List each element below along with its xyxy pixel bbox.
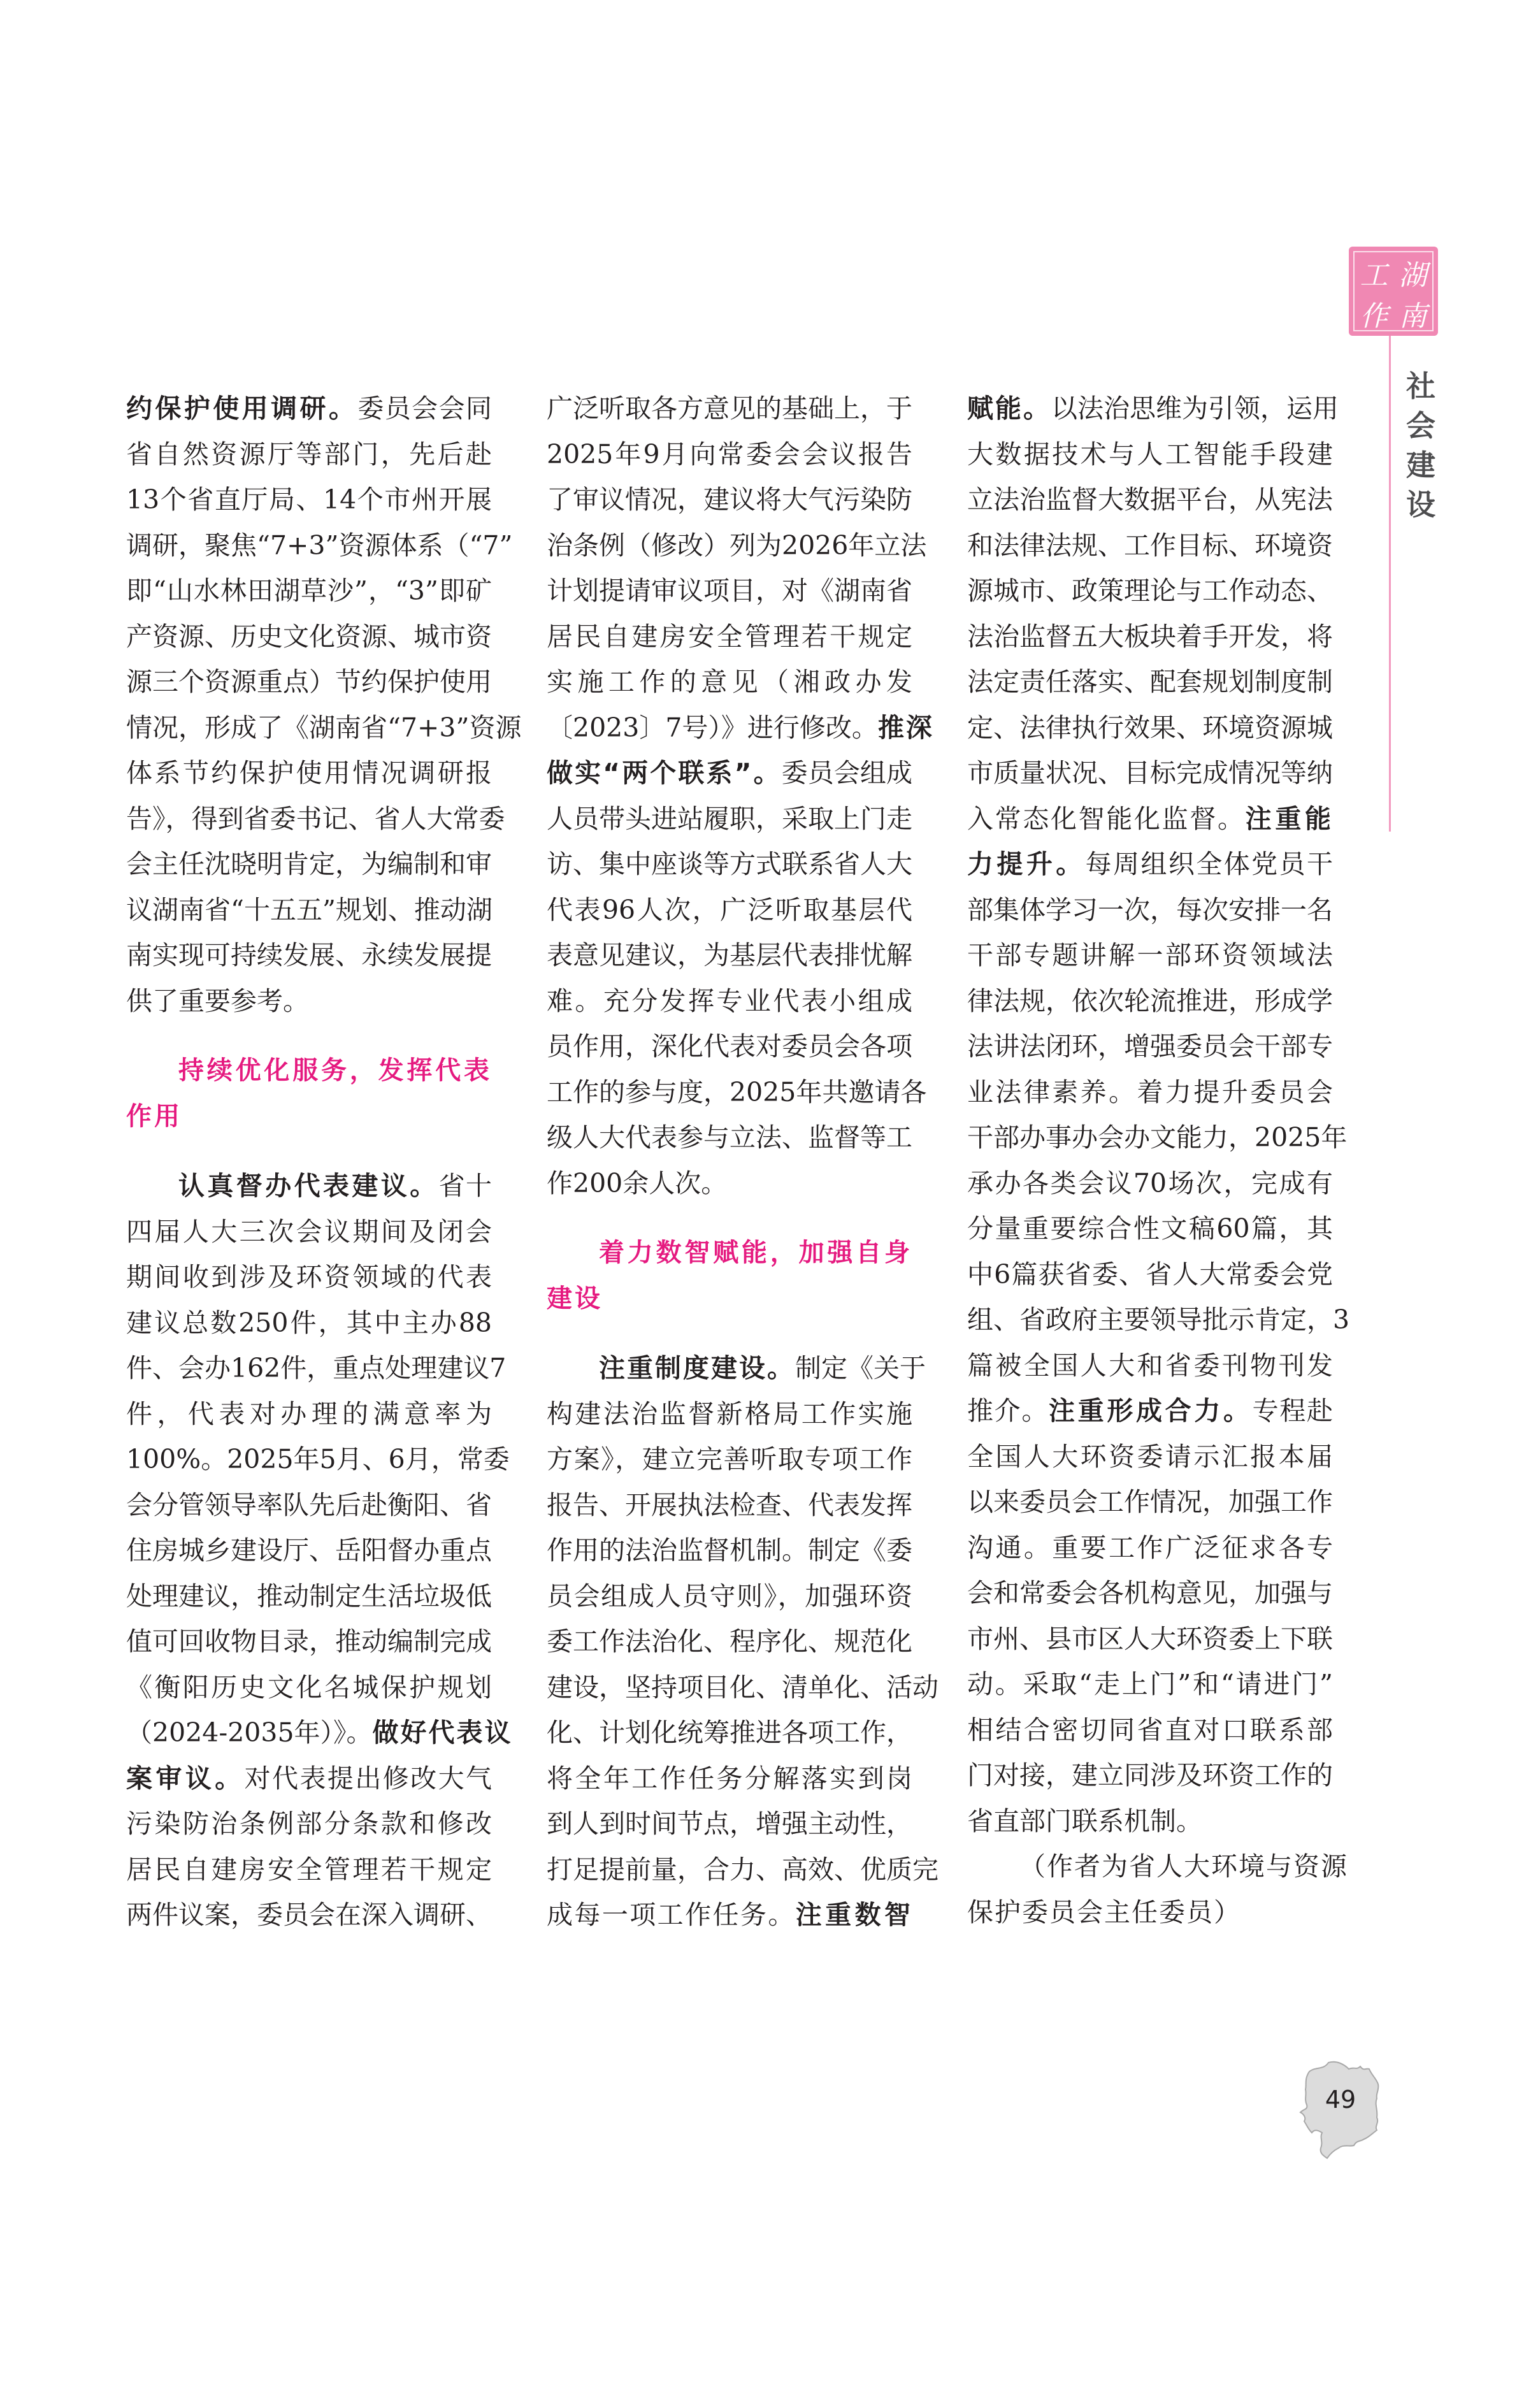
- text-line: 难。充分发挥专业代表小组成: [547, 985, 912, 1016]
- section-heading: 着力数智赋能，加强自身: [599, 1238, 912, 1267]
- text-line: [967, 1388, 1333, 1434]
- text-line: 两件议案，委员会在深入调研、: [126, 1900, 492, 1930]
- text-run: （2024-2035年）》。: [126, 1717, 373, 1748]
- article-column-1: [126, 386, 522, 1938]
- text-run: 对代表提出修改大气: [244, 1763, 492, 1794]
- text-line: 计划提请审议项目，对《湖南省: [547, 575, 912, 606]
- stamp-char: 湖: [1398, 259, 1427, 292]
- text-line: [126, 1756, 492, 1802]
- text-line: 访、集中座谈等方式联系省人大: [547, 849, 912, 879]
- text-line: 干部办事办会办文能力，2025年: [967, 1122, 1348, 1153]
- section-label-char: 社: [1406, 369, 1435, 403]
- text-line: 治条例（修改）列为2026年立法: [547, 530, 927, 561]
- text-line: 动。采取“走上门”和“请进门”: [967, 1669, 1333, 1699]
- text-line: 期间收到涉及环资领域的代表: [126, 1262, 492, 1292]
- text-line: 议湖南省“十五五”规划、推动湖: [126, 894, 492, 925]
- text-line: 业法律素养。着力提升委员会: [967, 1076, 1333, 1107]
- text-line: 员作用，深化代表对委员会各项: [547, 1031, 912, 1062]
- stamp-char: 南: [1398, 300, 1427, 333]
- text-run: 制定《关于: [795, 1353, 926, 1383]
- text-line: 会主任沈晓明肯定，为编制和审: [126, 849, 492, 879]
- text-run: 〔2023〕7号）》进行修改。: [547, 712, 878, 743]
- text-line: 工作的参与度，2025年共邀请各: [547, 1076, 927, 1107]
- spacer: [547, 1322, 912, 1346]
- text-run: 委员会会同: [357, 393, 492, 424]
- text-line: 体系节约保护使用情况调研报: [126, 758, 492, 788]
- text-run: 委员会组成: [781, 758, 912, 788]
- text-line: [547, 1893, 912, 1938]
- author-byline: （作者为省人大环境与资源: [1019, 1851, 1348, 1882]
- spacer: [126, 1139, 492, 1164]
- author-byline: 保护委员会主任委员）: [967, 1896, 1241, 1928]
- text-line: 沟通。重要工作广泛征求各专: [967, 1532, 1333, 1563]
- text-run: 以法治思维为引领，运用: [1051, 393, 1339, 424]
- text-line: 代表96人次，广泛听取基层代: [547, 894, 912, 925]
- text-run: 每周组织全体党员干: [1085, 849, 1334, 879]
- text-line: [967, 842, 1333, 888]
- text-line: 广泛听取各方意见的基础上，于: [547, 393, 912, 424]
- hunan-work-stamp-logo: [1349, 247, 1438, 336]
- text-line: [967, 386, 1339, 432]
- text-line: 表意见建议，为基层代表排忧解: [547, 940, 912, 970]
- text-line: [126, 1710, 513, 1756]
- bold-lead: 约保护使用调研。: [126, 393, 358, 424]
- text-line: 打足提前量，合力、高效、优质完: [547, 1854, 938, 1885]
- text-line: 将全年工作任务分解落实到岗: [547, 1763, 912, 1794]
- text-line: 部集体学习一次，每次安排一名: [967, 894, 1333, 925]
- text-run: 专程赴: [1252, 1395, 1334, 1426]
- text-line: 全国人大环资委请示汇报本届: [967, 1441, 1333, 1472]
- text-line: 了审议情况，建议将大气污染防: [547, 484, 912, 515]
- bold-lead: 赋能。: [967, 393, 1051, 424]
- text-line: 处理建议，推动制定生活垃圾低: [126, 1580, 492, 1611]
- text-line: 件、会办162件，重点处理建议7: [126, 1353, 507, 1383]
- text-run: 入常态化智能化监督。: [967, 803, 1246, 834]
- text-line: 律法规，依次轮流推进，形成学: [967, 985, 1333, 1016]
- section-heading: 建设: [547, 1283, 603, 1313]
- text-line: 级人大代表参与立法、监督等工: [547, 1122, 912, 1153]
- text-line: 源城市、政策理论与工作动态、: [967, 575, 1333, 606]
- text-line: [547, 1346, 926, 1392]
- stamp-char: 工: [1360, 259, 1388, 292]
- text-line: 定、法律执行效果、环境资源城: [967, 712, 1333, 743]
- text-line: 承办各类会议70场次，完成有: [967, 1167, 1333, 1199]
- text-line: 调研，聚焦“7+3”资源体系（“7”: [126, 530, 513, 561]
- text-line: 作200余人次。: [547, 1167, 728, 1199]
- text-line: 会和常委会各机构意见，加强与: [967, 1578, 1333, 1608]
- text-line: 法定责任落实、配套规划制度制: [967, 667, 1333, 697]
- text-line: 住房城乡建设厅、岳阳督办重点: [126, 1535, 492, 1566]
- stamp-frame: [1353, 251, 1434, 331]
- stamp-char: 作: [1360, 300, 1388, 333]
- text-line: 《衡阳历史文化名城保护规划: [126, 1671, 492, 1703]
- text-line: [967, 797, 1333, 842]
- bold-lead: 做实“两个联系”。: [547, 758, 782, 788]
- article-column-2: [547, 386, 938, 1938]
- text-line: 以来委员会工作情况，加强工作: [967, 1487, 1333, 1517]
- text-line: 立法治监督大数据平台，从宪法: [967, 484, 1333, 515]
- text-line: 供了重要参考。: [126, 985, 309, 1016]
- text-line: 建设，坚持项目化、清单化、活动: [547, 1671, 938, 1703]
- text-line: 实施工作的意见（湘政办发: [547, 667, 912, 697]
- section-heading: 作用: [126, 1101, 182, 1131]
- text-line: 2025年9月向常委会会议报告: [547, 438, 912, 470]
- text-line: 告》，得到省委书记、省人大常委: [126, 803, 505, 834]
- text-line: 即“山水林田湖草沙”，“3”即矿: [126, 575, 492, 606]
- bold-lead: 做好代表议: [372, 1717, 513, 1748]
- text-line: 值可回收物目录，推动编制完成: [126, 1626, 492, 1657]
- text-run: 成每一项工作任务。: [547, 1900, 796, 1930]
- text-line: 省直部门联系机制。: [967, 1805, 1202, 1836]
- text-line: 南实现可持续发展、永续发展提: [126, 940, 492, 970]
- text-line: 法讲法闭环，增强委员会干部专: [967, 1031, 1333, 1062]
- text-line: 到人到时间节点，增强主动性，: [547, 1808, 912, 1839]
- section-label-char: 设: [1406, 487, 1435, 522]
- text-line: 分量重要综合性文稿60篇，其: [967, 1213, 1333, 1244]
- text-line: 建议总数250件，其中主办88: [126, 1307, 492, 1338]
- text-line: 化、计划化统筹推进各项工作，: [547, 1717, 912, 1748]
- text-run: 省十: [438, 1171, 492, 1201]
- text-line: 大数据技术与人工智能手段建: [967, 438, 1333, 470]
- section-heading: 持续优化服务，发挥代表: [178, 1056, 492, 1085]
- text-line: 干部专题讲解一部环资领域法: [967, 940, 1333, 970]
- text-run: 推介。: [967, 1395, 1049, 1426]
- section-label-char: 会: [1406, 408, 1435, 443]
- bold-lead: 注重制度建设。: [599, 1353, 795, 1383]
- text-line: 省自然资源厅等部门，先后赴: [126, 438, 492, 470]
- text-line: 人员带头进站履职，采取上门走: [547, 803, 912, 834]
- spacer: [547, 1206, 912, 1230]
- text-line: 居民自建房安全管理若干规定: [547, 621, 912, 652]
- text-line: 员会组成人员守则》，加强环资: [547, 1580, 912, 1611]
- text-line: 门对接，建立同涉及环资工作的: [967, 1760, 1333, 1791]
- text-line: 作用的法治监督机制。制定《委: [547, 1535, 912, 1566]
- text-line: 100%。2025年5月、6月，常委: [126, 1444, 510, 1474]
- bold-lead: 推深: [877, 712, 934, 743]
- section-label-char: 建: [1406, 448, 1435, 482]
- text-line: [547, 705, 934, 751]
- text-line: 四届人大三次会议期间及闭会: [126, 1216, 492, 1247]
- text-line: 构建法治监督新格局工作实施: [547, 1398, 912, 1429]
- bold-lead: 案审议。: [126, 1763, 245, 1794]
- text-line: 源三个资源重点）节约保护使用: [126, 667, 492, 697]
- bold-lead: 注重数智: [795, 1900, 912, 1930]
- text-line: 委工作法治化、程序化、规范化: [547, 1626, 912, 1657]
- text-line: 和法律法规、工作目标、环境资: [967, 530, 1333, 561]
- text-line: 会分管领导率队先后赴衡阳、省: [126, 1489, 492, 1520]
- article-column-3: [967, 386, 1350, 1935]
- text-line: 组、省政府主要领导批示肯定，3: [967, 1304, 1350, 1335]
- bold-lead: 认真督办代表建议。: [178, 1171, 439, 1201]
- text-line: 法治监督五大板块着手开发，将: [967, 621, 1333, 652]
- bold-lead: 注重形成合力。: [1049, 1395, 1253, 1426]
- text-line: [547, 751, 912, 797]
- page-number-badge: [1298, 2059, 1387, 2161]
- text-line: [126, 1164, 492, 1209]
- text-line: 情况，形成了《湖南省“7+3”资源: [126, 712, 522, 743]
- text-line: 方案》，建立完善听取专项工作: [547, 1444, 912, 1474]
- text-line: 市州、县市区人大环资委上下联: [967, 1623, 1333, 1654]
- text-line: 污染防治条例部分条款和修改: [126, 1808, 492, 1839]
- text-line: 相结合密切同省直对口联系部: [967, 1714, 1333, 1745]
- bold-lead: 注重能: [1245, 803, 1334, 834]
- text-line: 产资源、历史文化资源、城市资: [126, 621, 492, 652]
- text-line: 中6篇获省委、省人大常委会党: [967, 1258, 1333, 1290]
- text-line: 13个省直厅局、14个市州开展: [126, 484, 492, 515]
- text-line: 件，代表对办理的满意率为: [126, 1398, 492, 1429]
- spacer: [126, 1024, 492, 1048]
- text-line: 报告、开展执法检查、代表发挥: [547, 1489, 912, 1520]
- bold-lead: 力提升。: [967, 849, 1086, 879]
- section-divider-line: [1389, 336, 1391, 832]
- text-line: 居民自建房安全管理若干规定: [126, 1854, 492, 1885]
- text-line: [126, 386, 492, 432]
- section-label: [1402, 366, 1440, 524]
- text-line: 市质量状况、目标完成情况等纳: [967, 758, 1333, 788]
- page-number: 49: [1325, 2086, 1356, 2114]
- text-line: 篇被全国人大和省委刊物刊发: [967, 1350, 1333, 1381]
